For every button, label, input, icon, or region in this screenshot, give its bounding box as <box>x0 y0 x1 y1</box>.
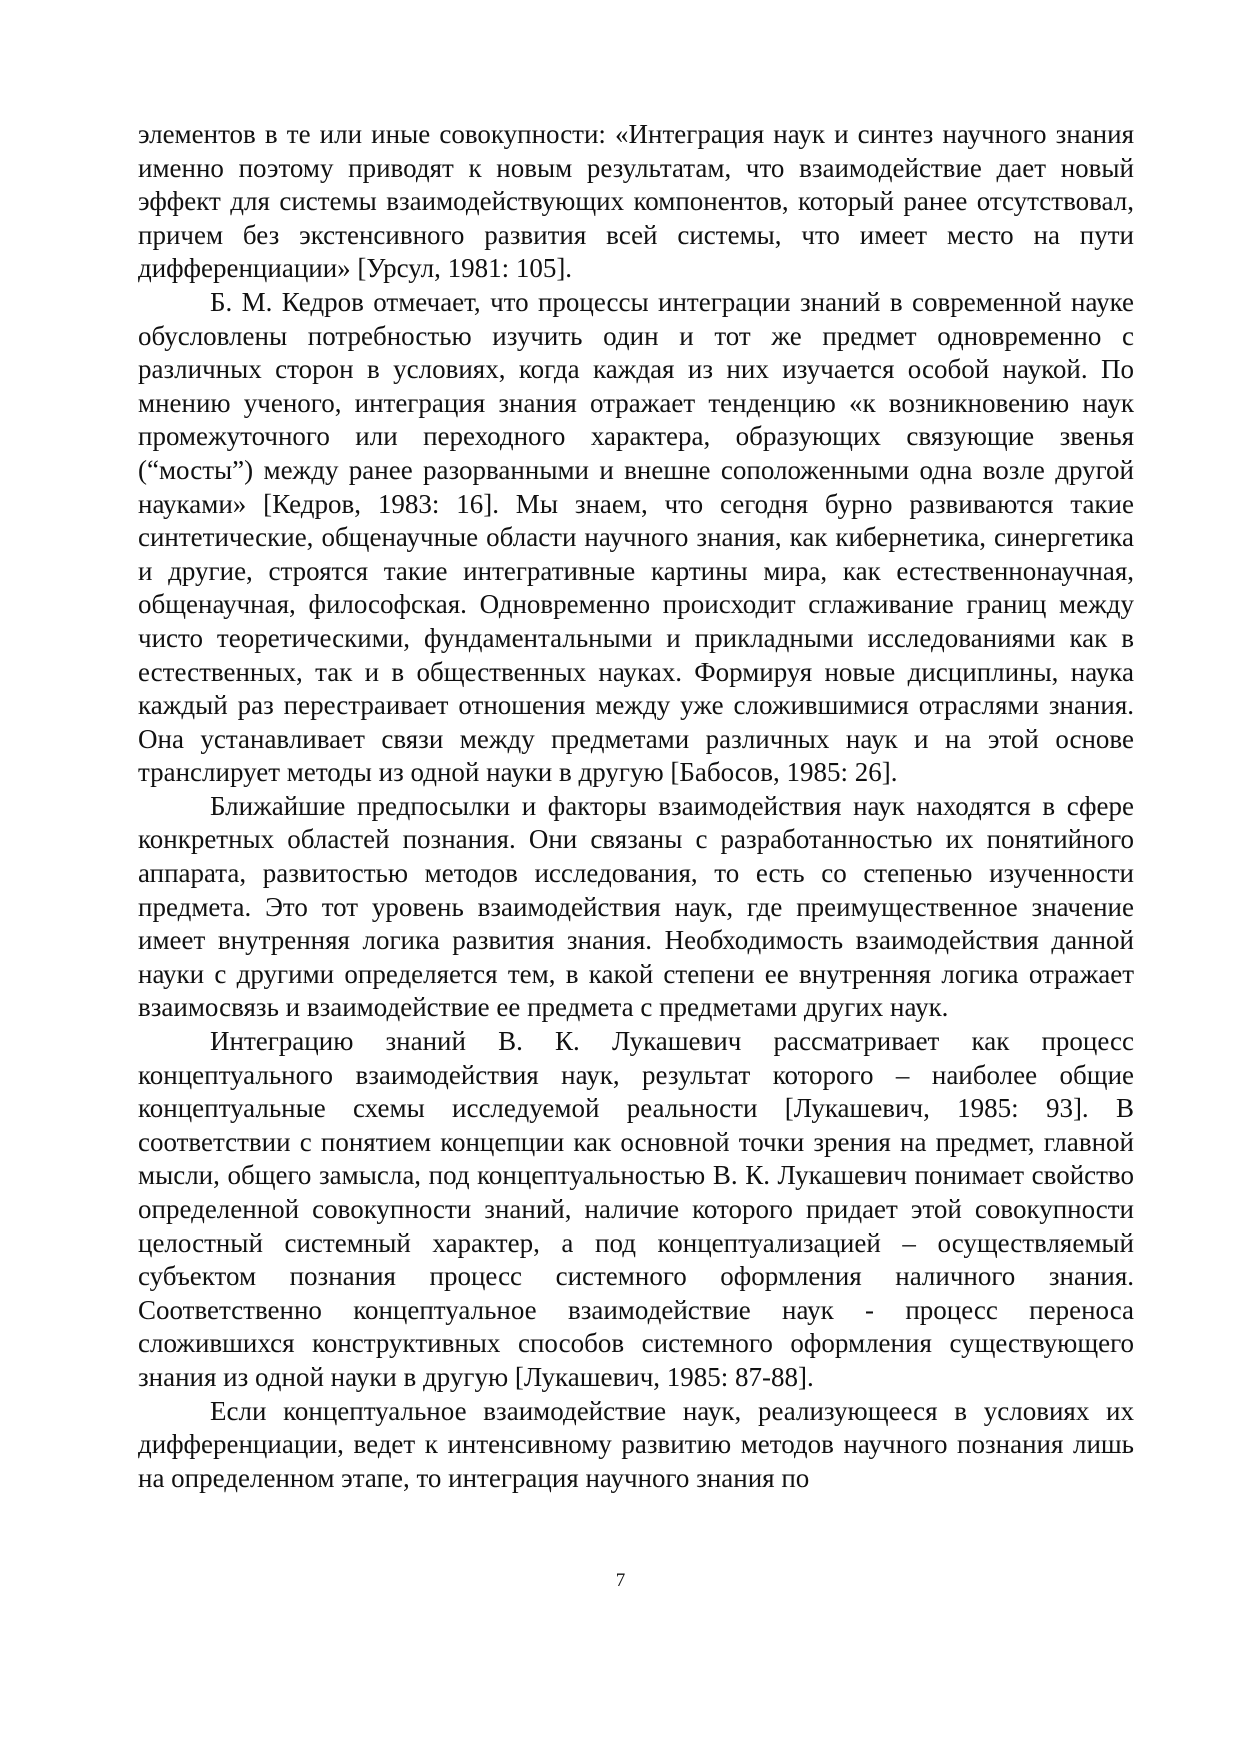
paragraph-4: Интеграцию знаний В. К. Лукашевич рассматривает как процесс концептуального взаимодействия наук, результат которого – наиболее общие концептуальные схемы исследуемой реальности [Лукашевич, 1985: 93]. В соответствии с понятием концепции как основной точки зрения на предмет, главной мысли, общего замысла, под концептуальностью В. К. Лукашевич понимает свойство определенной совокупности знаний, наличие которого придает этой совокупности целостный системный характер, а под концептуализацией – осуществляемый субъектом познания процесс системного оформления наличного знания. Соответственно концептуальное взаимодействие наук - процесс переноса сложившихся конструктивных способов системного оформления существующего знания из одной науки в другую [Лукашевич, 1985: 87-88]. <box>138 1026 1134 1392</box>
page-number: 7 <box>615 1570 626 1591</box>
paragraph-2: Б. М. Кедров отмечает, что процессы интеграции знаний в современной науке обусловлены потребностью изучить один и тот же предмет одновременно с различных сторон в условиях, когда каждая из них изучается особой наукой. По мнению ученого, интеграция знания отражает тенденцию «к возникновению наук промежуточного или переходного характера, образующих связующие звенья (“мосты”) между ранее разорванными и внешне соположенными одна возле другой науками» [Кедров, 1983: 16]. Мы знаем, что сегодня бурно развиваются такие синтетические, общенаучные области научного знания, как кибернетика, синергетика и другие, строятся такие интегративные картины мира, как естественнонаучная, общенаучная, философская. Одновременно происходит сглаживание границ между чисто теоретическими, фундаментальными и прикладными исследованиями как в естественных, так и в общественных науках. Формируя новые дисциплины, наука каждый раз перестраивает отношения между уже сложившимися отраслями знания. Она устанавливает связи между предметами различных наук и на этой основе транслирует методы из одной науки в другую [Бабосов, 1985: 26]. <box>138 286 1134 788</box>
paragraph-3: Ближайшие предпосылки и факторы взаимодействия наук находятся в сфере конкретных областей познания. Они связаны с разработанностью их понятийного аппарата, развитостью методов исследования, то есть со степенью изученности предмета. Это тот уровень взаимодействия наук, где преимущественное значение имеет внутренняя логика развития знания. Необходимость взаимодействия данной науки с другими определяется тем, в какой степени ее внутренняя логика отражает взаимосвязь и взаимодействие ее предмета с предметами других наук. <box>138 790 1134 1023</box>
paragraph-1: элементов в те или иные совокупности: «Интеграция наук и синтез научного знания именно поэтому приводят к новым результатам, что взаимодействие дает новый эффект для системы взаимодействующих компонентов, который ранее отсутствовал, причем без экстенсивного развития всей системы, что имеет место на пути дифференциации» [Урсул, 1981: 105]. <box>138 119 1134 284</box>
page-body <box>138 118 1134 1495</box>
paragraph-5: Если концептуальное взаимодействие наук, реализующееся в условиях их дифференциации, ведет к интенсивному развитию методов научного познания лишь на определенном этапе, то интеграция научного знания по <box>138 1395 1134 1493</box>
